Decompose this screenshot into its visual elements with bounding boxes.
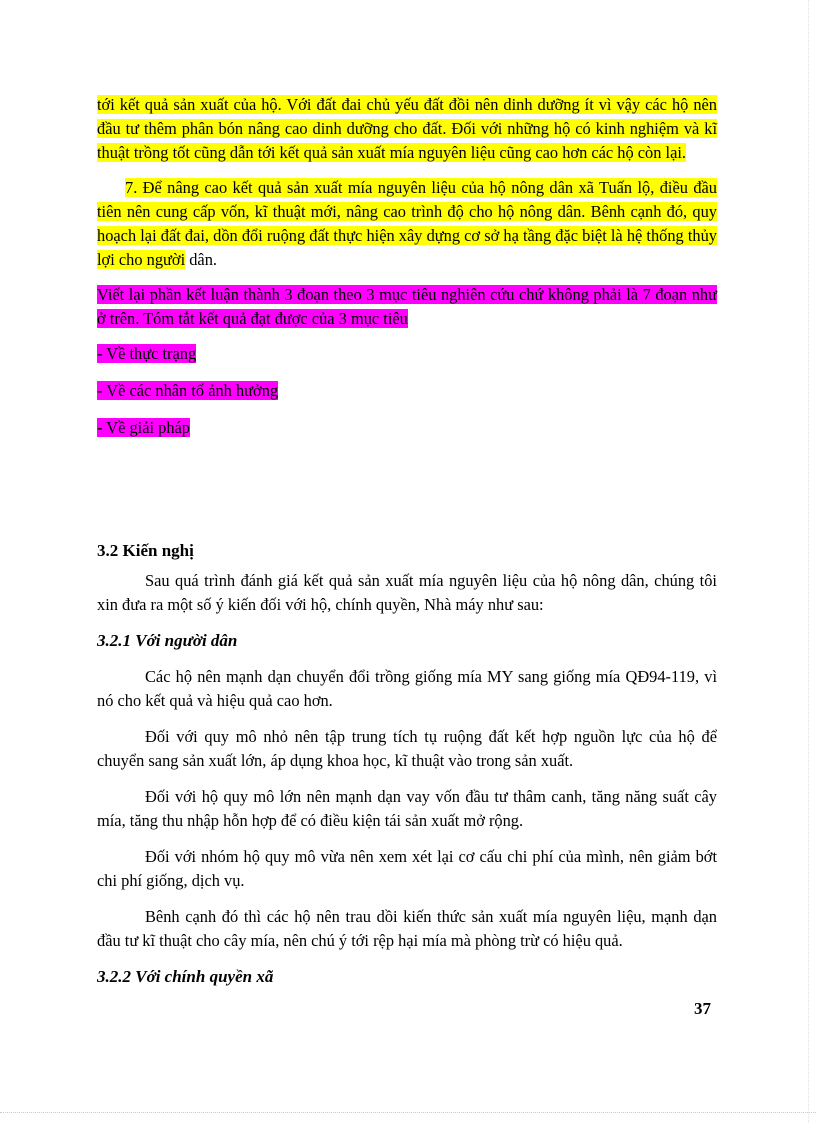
page-number: 37 [694, 999, 711, 1018]
yellow-highlight-text: 7. Để nâng cao kết quả sản xuất mía nguyên liệu của hộ nông dân xã Tuấn lộ, điều đầu tiên nên cung cấp vốn, kĩ thuật mới, nâng cao trình độ cho hộ nông dân. Bênh cạnh đó, quy hoạch lại đất đai, dồn đổi ruộng đất thực hiện xây dựng cơ sở hạ tầng đặc biệt là hệ thống thủy lợi cho người [97, 178, 717, 269]
subsection-title-commune: 3.2.2 Với chính quyền xã [97, 967, 274, 986]
section-title: 3.2 Kiến nghị [97, 541, 194, 560]
bullet-influencing-factors: - Về các nhân tố ảnh hưởng [97, 381, 279, 400]
bullet-current-state: - Về thực trạng [97, 344, 197, 363]
revision-note [97, 283, 717, 331]
recommendation-paragraph: Đối với hộ quy mô lớn nên mạnh dạn vay vốn đầu tư thâm canh, tăng năng suất cây mía, tăng thu nhập hỗn hợp để có điều kiện tái sản xuất mở rộng. [97, 787, 717, 830]
recommendation-paragraph: Các hộ nên mạnh dạn chuyển đổi trồng giống mía MY sang giống mía QĐ94-119, vì nó cho kết quả và hiệu quả cao hơn. [97, 667, 717, 710]
section-body [97, 569, 717, 989]
highlighted-paragraph-7 [97, 176, 717, 272]
paragraph-tail: dân. [185, 250, 218, 269]
recommendation-paragraph: Bênh cạnh đó thì các hộ nên trau dồi kiến thức sản xuất mía nguyên liệu, mạnh dạn đầu tư kĩ thuật cho cây mía, nên chú ý tới rệp hại mía mà phòng trừ có hiệu quả. [97, 907, 717, 950]
recommendation-paragraph: Đối với nhóm hộ quy mô vừa nên xem xét lại cơ cấu chi phí của mình, nên giảm bớt chi phí giống, dịch vụ. [97, 847, 717, 890]
magenta-highlight-text: Viết lại phần kết luận thành 3 đoạn theo 3 mục tiêu nghiên cứu chứ không phải là 7 đoạn như ở trên. Tóm tắt kết quả đạt được của 3 mục tiêu [97, 285, 717, 328]
subsection-title-people: 3.2.1 Với người dân [97, 631, 238, 650]
highlighted-paragraph-1 [97, 93, 717, 165]
section-intro: Sau quá trình đánh giá kết quả sản xuất mía nguyên liệu của hộ nông dân, chúng tôi xin đưa ra một số ý kiến đối với hộ, chính quyền, Nhà máy như sau: [97, 571, 717, 614]
page-right-border [808, 0, 809, 1123]
page-bottom-border [0, 1112, 816, 1113]
document-page [97, 93, 717, 986]
bullet-solutions: - Về giải pháp [97, 418, 191, 437]
recommendation-paragraph: Đối với quy mô nhỏ nên tập trung tích tụ ruộng đất kết hợp nguồn lực của hộ để chuyển sang sản xuất lớn, áp dụng khoa học, kĩ thuật vào trong sản xuất. [97, 727, 717, 770]
yellow-highlight-text: tới kết quả sản xuất của hộ. Với đất đai chủ yếu đất đồi nên dinh dưỡng ít vì vậy các hộ nên đầu tư thêm phân bón nâng cao dinh dưỡng cho đất. Đối với những hộ có kinh nghiệm và kĩ thuật trồng tốt cũng dẫn tới kết quả sản xuất mía nguyên liệu cũng cao hơn các hộ còn lại. [97, 95, 717, 162]
